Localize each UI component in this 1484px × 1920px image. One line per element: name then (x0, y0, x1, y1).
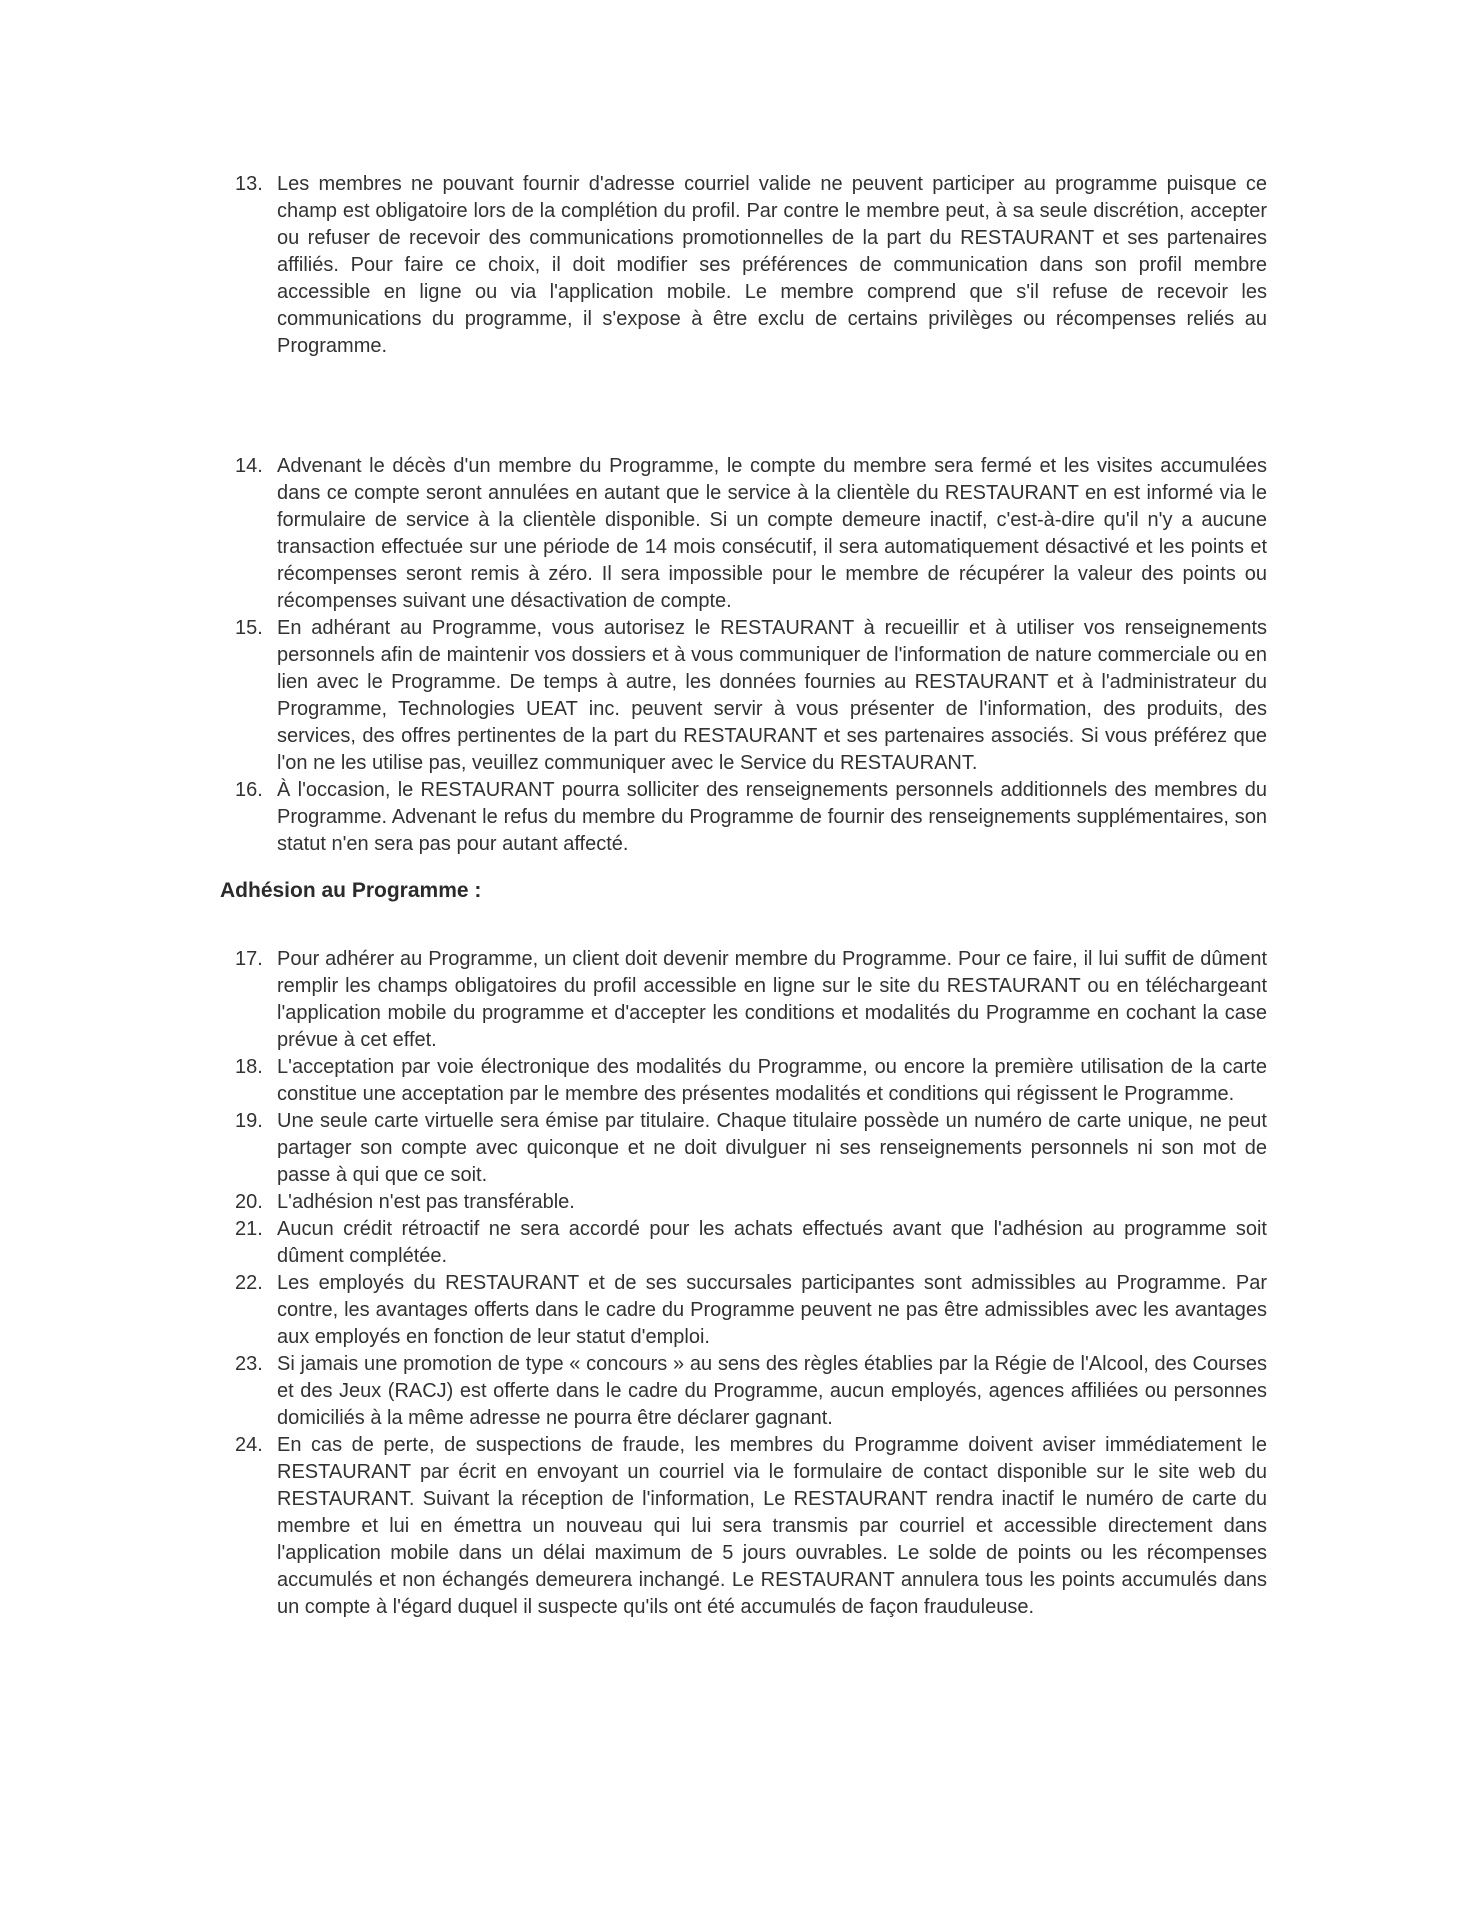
list-item-number: 14. (235, 455, 263, 477)
list-item-text: Une seule carte virtuelle sera émise par titulaire. Chaque titulaire possède un numéro de carte unique, ne peut partager son compte avec quiconque et ne doit divulguer ni ses renseignements personnels ni son mot de passe à qui que ce soit. (277, 1110, 1267, 1186)
list-item-number: 22. (235, 1272, 263, 1294)
list-item-number: 21. (235, 1218, 263, 1240)
list-item-17 (235, 946, 1267, 1054)
list-item-text: Advenant le décès d'un membre du Programme, le compte du membre sera fermé et les visites accumulées dans ce compte seront annulées en autant que le service à la clientèle du RESTAURANT en est informé via le formulaire de service à la clientèle disponible. Si un compte demeure inactif, c'est-à-dire qu'il n'y a aucune transaction effectuée sur une période de 14 mois consécutif, il sera automatiquement désactivé et les points et récompenses seront remis à zéro. Il sera impossible pour le membre de récupérer la valeur des points ou récompenses suivant une désactivation de compte. (277, 455, 1267, 612)
list-item-21 (235, 1216, 1267, 1270)
list-item-number: 24. (235, 1434, 263, 1456)
list-item-number: 20. (235, 1191, 263, 1213)
list-item-text: Aucun crédit rétroactif ne sera accordé pour les achats effectués avant que l'adhésion au programme soit dûment complétée. (277, 1218, 1267, 1267)
vertical-gap (235, 360, 1267, 453)
list-item-20 (235, 1189, 1267, 1216)
list-item-number: 18. (235, 1056, 263, 1078)
list-item-number: 15. (235, 617, 263, 639)
list-item-text: L'adhésion n'est pas transférable. (277, 1191, 575, 1213)
list-item-15 (235, 615, 1267, 777)
list-item-number: 17. (235, 948, 263, 970)
section-heading: Adhésion au Programme : (220, 879, 482, 902)
list-item-23 (235, 1351, 1267, 1432)
list-item-text: Les membres ne pouvant fournir d'adresse courriel valide ne peuvent participer au programme puisque ce champ est obligatoire lors de la complétion du profil. Par contre le membre peut, à sa seule discrétion, accepter ou refuser de recevoir des communications promotionnelles de la part du RESTAURANT et ses partenaires affiliés. Pour faire ce choix, il doit modifier ses préférences de communication dans son profil membre accessible en ligne ou via l'application mobile. Le membre comprend que s'il refuse de recevoir les communications du programme, il s'expose à être exclu de certains privilèges ou récompenses reliés au Programme. (277, 173, 1267, 357)
list-item-number: 16. (235, 779, 263, 801)
list-item-22 (235, 1270, 1267, 1351)
list-item-text: À l'occasion, le RESTAURANT pourra solliciter des renseignements personnels additionnels des membres du Programme. Advenant le refus du membre du Programme de fournir des renseignements supplémentaires, son statut n'en sera pas pour autant affecté. (277, 779, 1267, 855)
list-item-number: 13. (235, 173, 263, 195)
list-item-text: L'acceptation par voie électronique des modalités du Programme, ou encore la première utilisation de la carte constitue une acceptation par le membre des présentes modalités et conditions qui régissent le Programme. (277, 1056, 1267, 1105)
list-item-number: 19. (235, 1110, 263, 1132)
list-item-text: Pour adhérer au Programme, un client doit devenir membre du Programme. Pour ce faire, il lui suffit de dûment remplir les champs obligatoires du profil accessible en ligne sur le site du RESTAURANT ou en téléchargeant l'application mobile du programme et d'accepter les conditions et modalités du Programme en cochant la case prévue à cet effet. (277, 948, 1267, 1051)
list-item-text: Si jamais une promotion de type « concours » au sens des règles établies par la Régie de l'Alcool, des Courses et des Jeux (RACJ) est offerte dans le cadre du Programme, aucun employés, agences affiliées ou personnes domiciliés à la même adresse ne pourra être déclarer gagnant. (277, 1353, 1267, 1429)
list-item-text: Les employés du RESTAURANT et de ses succursales participantes sont admissibles au Programme. Par contre, les avantages offerts dans le cadre du Programme peuvent ne pas être admissibles avec les avantages aux employés en fonction de leur statut d'emploi. (277, 1272, 1267, 1348)
list-item-13 (235, 171, 1267, 360)
list-item-19 (235, 1108, 1267, 1189)
list-item-text: En adhérant au Programme, vous autorisez le RESTAURANT à recueillir et à utiliser vos renseignements personnels afin de maintenir vos dossiers et à vous communiquer de l'information de nature commerciale ou en lien avec le Programme. De temps à autre, les données fournies au RESTAURANT et à l'administrateur du Programme, Technologies UEAT inc. peuvent servir à vous présenter de l'information, des produits, des services, des offres pertinentes de la part du RESTAURANT et ses partenaires associés. Si vous préférez que l'on ne les utilise pas, veuillez communiquer avec le Service du RESTAURANT. (277, 617, 1267, 774)
list-item-16 (235, 777, 1267, 858)
list-item-14 (235, 453, 1267, 615)
terms-content (220, 171, 1267, 1621)
list-item-24 (235, 1432, 1267, 1621)
list-item-number: 23. (235, 1353, 263, 1375)
list-item-18 (235, 1054, 1267, 1108)
list-item-text: En cas de perte, de suspections de fraude, les membres du Programme doivent aviser immédiatement le RESTAURANT par écrit en envoyant un courriel via le formulaire de contact disponible sur le site web du RESTAURANT. Suivant la réception de l'information, Le RESTAURANT rendra inactif le numéro de carte du membre et lui en émettra un nouveau qui lui sera transmis par courriel et accessible directement dans l'application mobile dans un délai maximum de 5 jours ouvrables. Le solde de points ou les récompenses accumulés et non échangés demeurera inchangé. Le RESTAURANT annulera tous les points accumulés dans un compte à l'égard duquel il suspecte qu'ils ont été accumulés de façon frauduleuse. (277, 1434, 1267, 1618)
